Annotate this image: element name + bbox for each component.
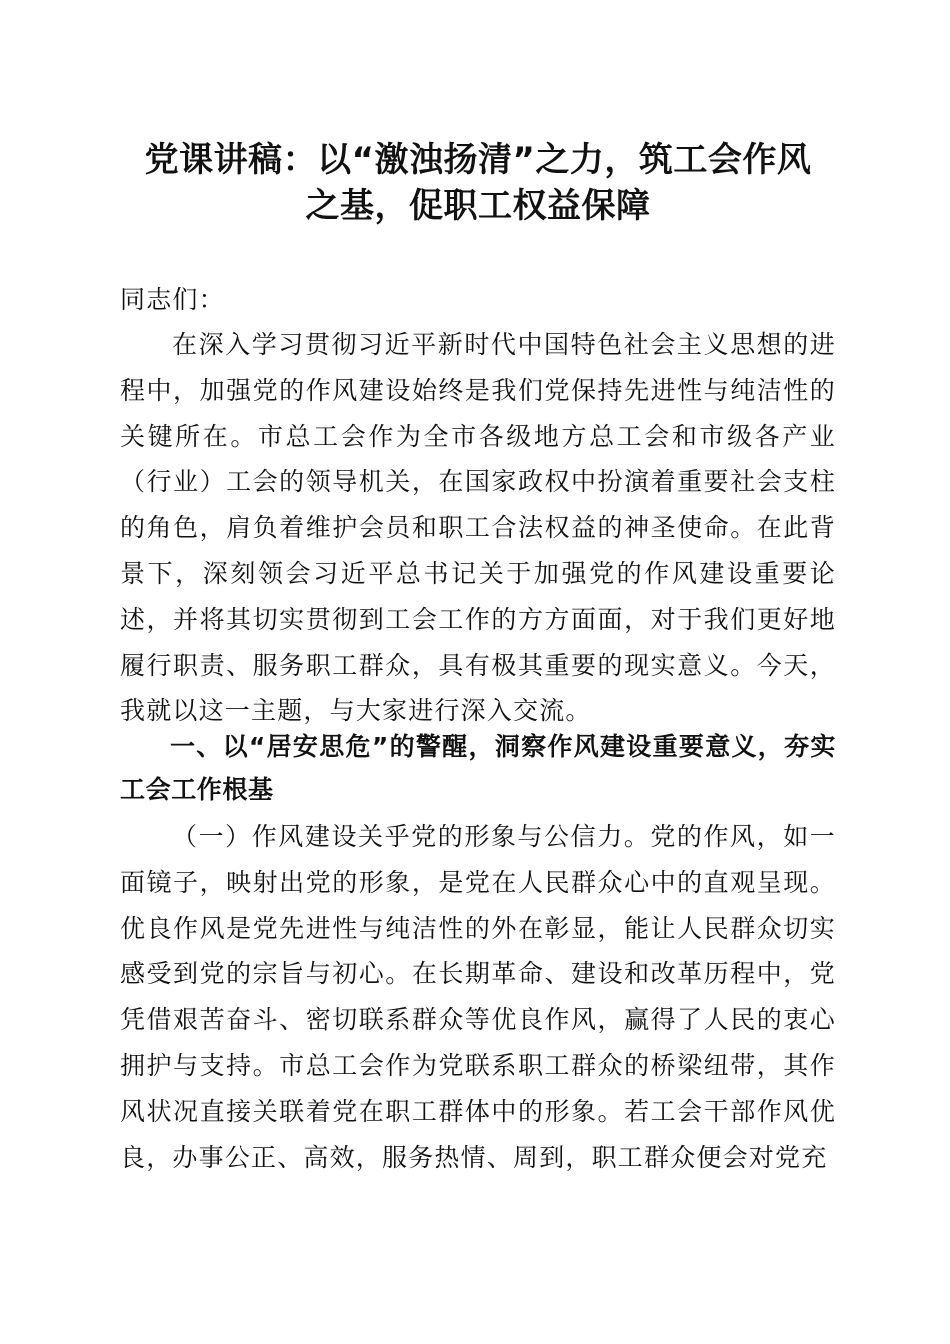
document-title — [110, 137, 846, 229]
section-heading-1: 一、以“居安思危”的警醒，洞察作风建设重要意义，夯实工会工作根基 — [120, 732, 836, 804]
title-line-2: 之基，促职工权益保障 — [305, 186, 651, 226]
paragraph-section-1-1: （一）作风建设关乎党的形象与公信力。党的作风，如一面镜子，映射出党的形象，是党在人民群众心中的直观呈现。优良作风是党先进性与纯洁性的外在彰显，能让人民群众切实感受到党的宗旨与初心。在长期革命、建设和改革历程中，党凭借艰苦奋斗、密切联系群众等优良作风，赢得了人民的衷心拥护与支持。市总工会作为党联系职工群众的桥梁纽带，其作风状况直接关联着党在职工群体中的形象。若工会干部作风优良，办事公正、高效，服务热情、周到，职工群众便会对党充 — [120, 822, 836, 1172]
salutation: 同志们： — [120, 285, 225, 314]
paragraph-intro: 在深入学习贯彻习近平新时代中国特色社会主义思想的进程中，加强党的作风建设始终是我们党保持先进性与纯洁性的关键所在。市总工会作为全市各级地方总工会和市级各产业（行业）工会的领导机关，在国家政权中扮演着重要社会支柱的角色，肩负着维护会员和职工合法权益的神圣使命。在此背景下，深刻领会习近平总书记关于加强党的作风建设重要论述，并将其切实贯彻到工会工作的方方面面，对于我们更好地履行职责、服务职工群众，具有极其重要的现实意义。今天，我就以这一主题，与大家进行深入交流。 — [120, 330, 836, 726]
title-line-1: 党课讲稿：以“激浊扬清”之力，筑工会作风 — [144, 140, 812, 180]
